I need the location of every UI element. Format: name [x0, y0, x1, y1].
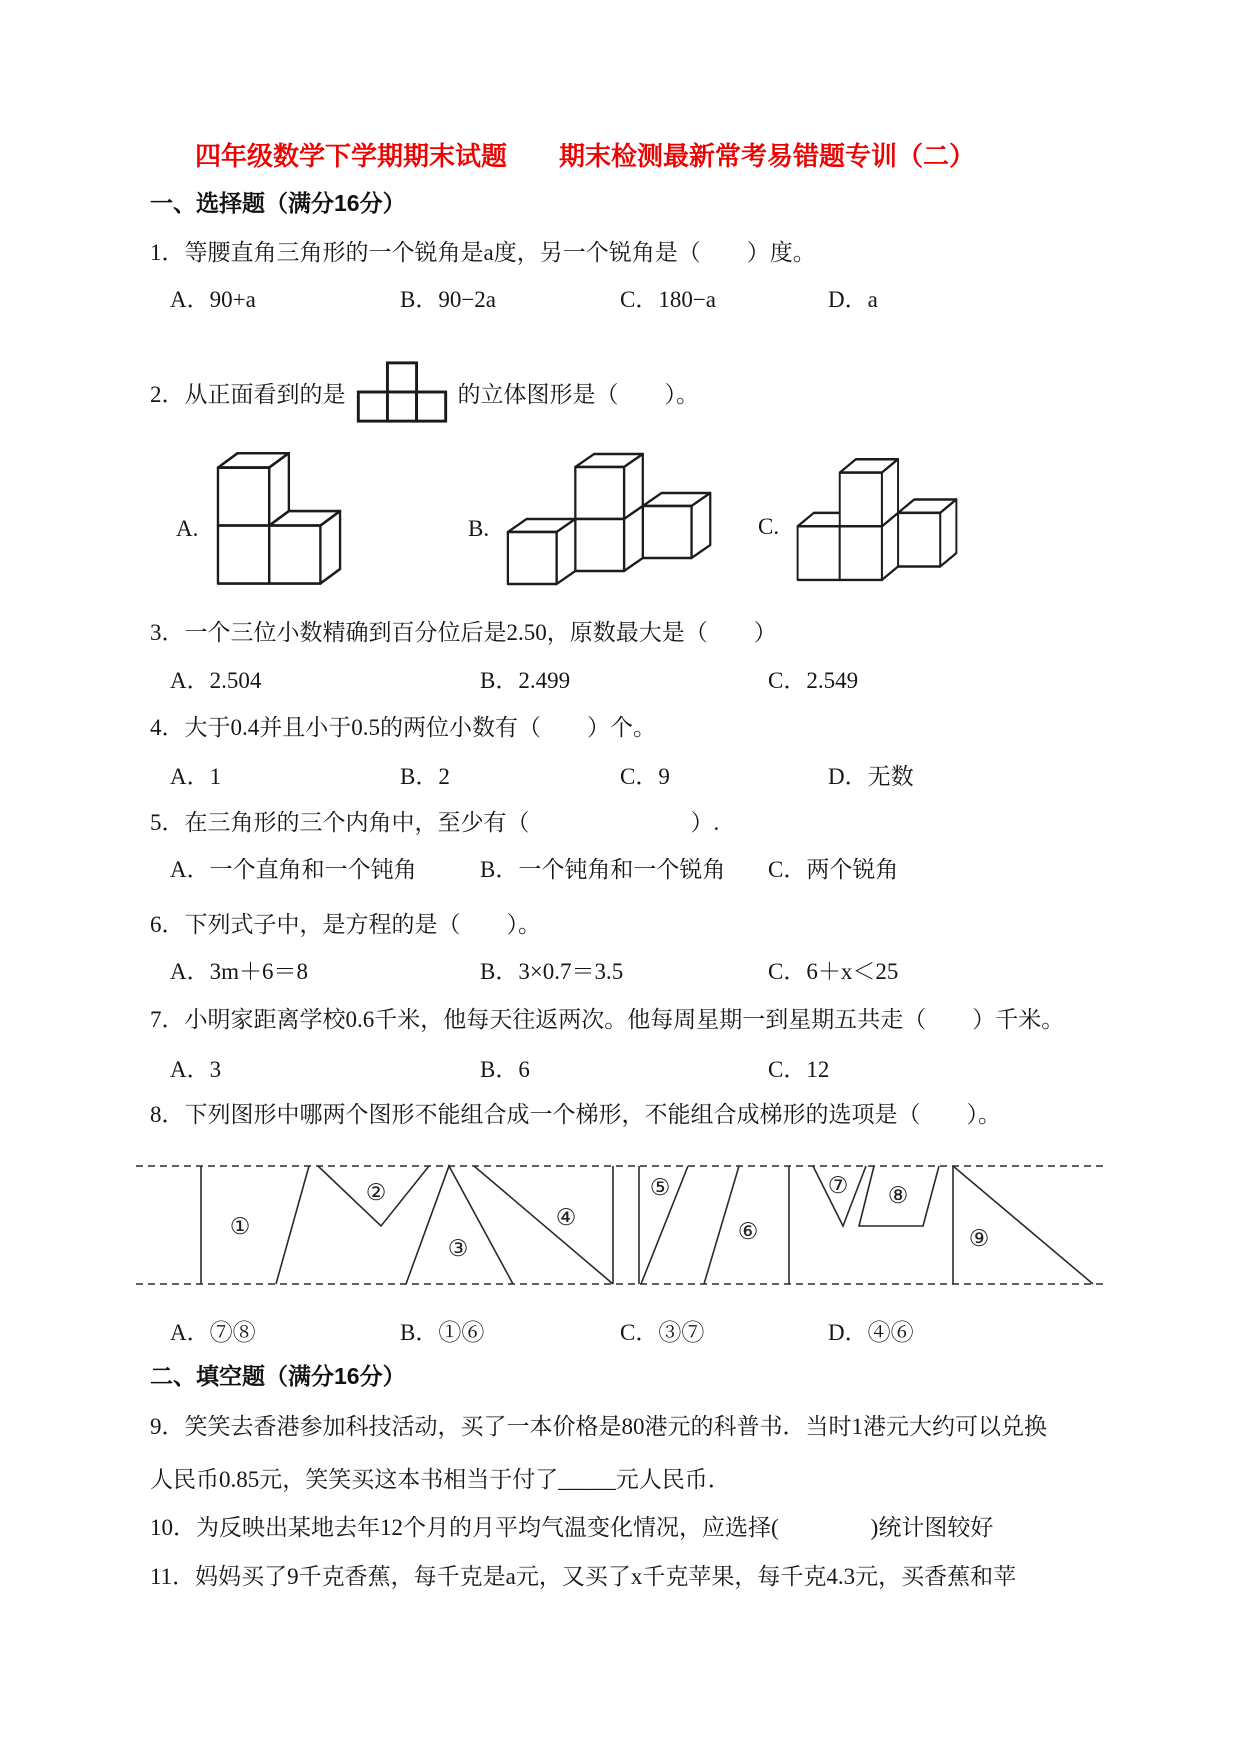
option-c: C．6＋x＜25 — [768, 959, 899, 984]
option-a: A．90+a — [170, 287, 256, 312]
section-1-heading: 一、选择题（满分16分） — [150, 190, 406, 216]
question-5-stem: 5．在三角形的三个内角中，至少有（ ）. — [150, 810, 720, 835]
question-5-options — [0, 855, 1240, 887]
option-c: C．③⑦ — [620, 1320, 705, 1345]
shape-label-3: ③ — [447, 1236, 469, 1261]
cube-figure-b — [506, 440, 714, 588]
option-d: D．④⑥ — [828, 1320, 914, 1345]
question-11-stem: 11．妈妈买了9千克香蕉，每千克是a元，又买了x千克苹果，每千克4.3元，买香蕉和苹 — [150, 1564, 1017, 1589]
question-2-text-before: 2．从正面看到的是 — [150, 381, 346, 407]
option-b: B．2 — [400, 764, 450, 789]
cube-figure-a — [216, 452, 344, 588]
question-6-stem: 6．下列式子中，是方程的是（ ）。 — [150, 912, 541, 937]
figure-a-label: A. — [176, 516, 199, 541]
option-a: A．3 — [170, 1057, 222, 1082]
shape-label-4: ④ — [555, 1205, 577, 1230]
option-a: A．2.504 — [170, 668, 262, 693]
shape-label-9: ⑨ — [968, 1226, 990, 1251]
question-6-options — [0, 957, 1240, 989]
figure-b-label: B. — [468, 516, 490, 541]
option-b: B．2.499 — [480, 668, 571, 693]
question-9-line-1: 9．笑笑去香港参加科技活动，买了一本价格是80港元的科普书．当时1港元大约可以兑换 — [150, 1414, 1047, 1439]
option-b: B．90−2a — [400, 287, 497, 312]
option-a: A．1 — [170, 764, 222, 789]
figure-c-label: C. — [758, 514, 780, 539]
q8-shapes-figure — [136, 1163, 1104, 1287]
option-a: A．3m＋6＝8 — [170, 959, 308, 984]
option-c: C．12 — [768, 1057, 830, 1082]
question-2-stem — [150, 356, 699, 428]
shape-label-5: ⑤ — [649, 1175, 671, 1200]
question-4-stem: 4．大于0.4并且小于0.5的两位小数有（ ）个。 — [150, 715, 656, 740]
shape-label-8: ⑧ — [887, 1183, 909, 1208]
option-d: D．无数 — [828, 764, 914, 789]
option-c: C．180−a — [620, 287, 717, 312]
question-3-stem: 3．一个三位小数精确到百分位后是2.50，原数最大是（ ） — [150, 620, 777, 645]
option-c: C．9 — [620, 764, 670, 789]
question-9-line-2: 人民币0.85元，笑笑买这本书相当于付了_____元人民币． — [150, 1467, 731, 1492]
question-2-text-after: 的立体图形是（ ）。 — [457, 381, 699, 407]
question-3-options — [0, 666, 1240, 698]
question-8-options — [0, 1318, 1240, 1350]
question-10-stem: 10．为反映出某地去年12个月的月平均气温变化情况，应选择( )统计图较好 — [150, 1515, 994, 1540]
question-8-stem: 8．下列图形中哪两个图形不能组合成一个梯形，不能组合成梯形的选项是（ ）。 — [150, 1102, 1001, 1127]
question-7-options — [0, 1055, 1240, 1087]
option-c: C．2.549 — [768, 668, 859, 693]
option-a: A．⑦⑧ — [170, 1320, 256, 1345]
cube-figure-c — [796, 452, 958, 582]
shape-label-1: ① — [229, 1214, 251, 1239]
question-1-stem: 1．等腰直角三角形的一个锐角是a度，另一个锐角是（ ）度。 — [150, 240, 816, 265]
option-a: A．一个直角和一个钝角 — [170, 857, 417, 882]
front-view-figure — [354, 359, 450, 425]
question-4-options — [0, 762, 1240, 794]
shape-label-7: ⑦ — [827, 1173, 849, 1198]
option-b: B．①⑥ — [400, 1320, 485, 1345]
question-1-options — [0, 285, 1240, 317]
shape-label-2: ② — [365, 1180, 387, 1205]
question-7-stem: 7．小明家距离学校0.6千米，他每天往返两次。他每周星期一到星期五共走（ ）千米。 — [150, 1007, 1065, 1032]
option-b: B．一个钝角和一个锐角 — [480, 857, 726, 882]
page-title: 四年级数学下学期期末试题 期末检测最新常考易错题专训（二） — [194, 141, 975, 171]
option-c: C．两个锐角 — [768, 857, 899, 882]
section-2-heading: 二、填空题（满分16分） — [150, 1363, 406, 1389]
option-b: B．6 — [480, 1057, 530, 1082]
option-b: B．3×0.7＝3.5 — [480, 959, 624, 984]
option-d: D．a — [828, 287, 878, 312]
shape-label-6: ⑥ — [737, 1219, 759, 1244]
